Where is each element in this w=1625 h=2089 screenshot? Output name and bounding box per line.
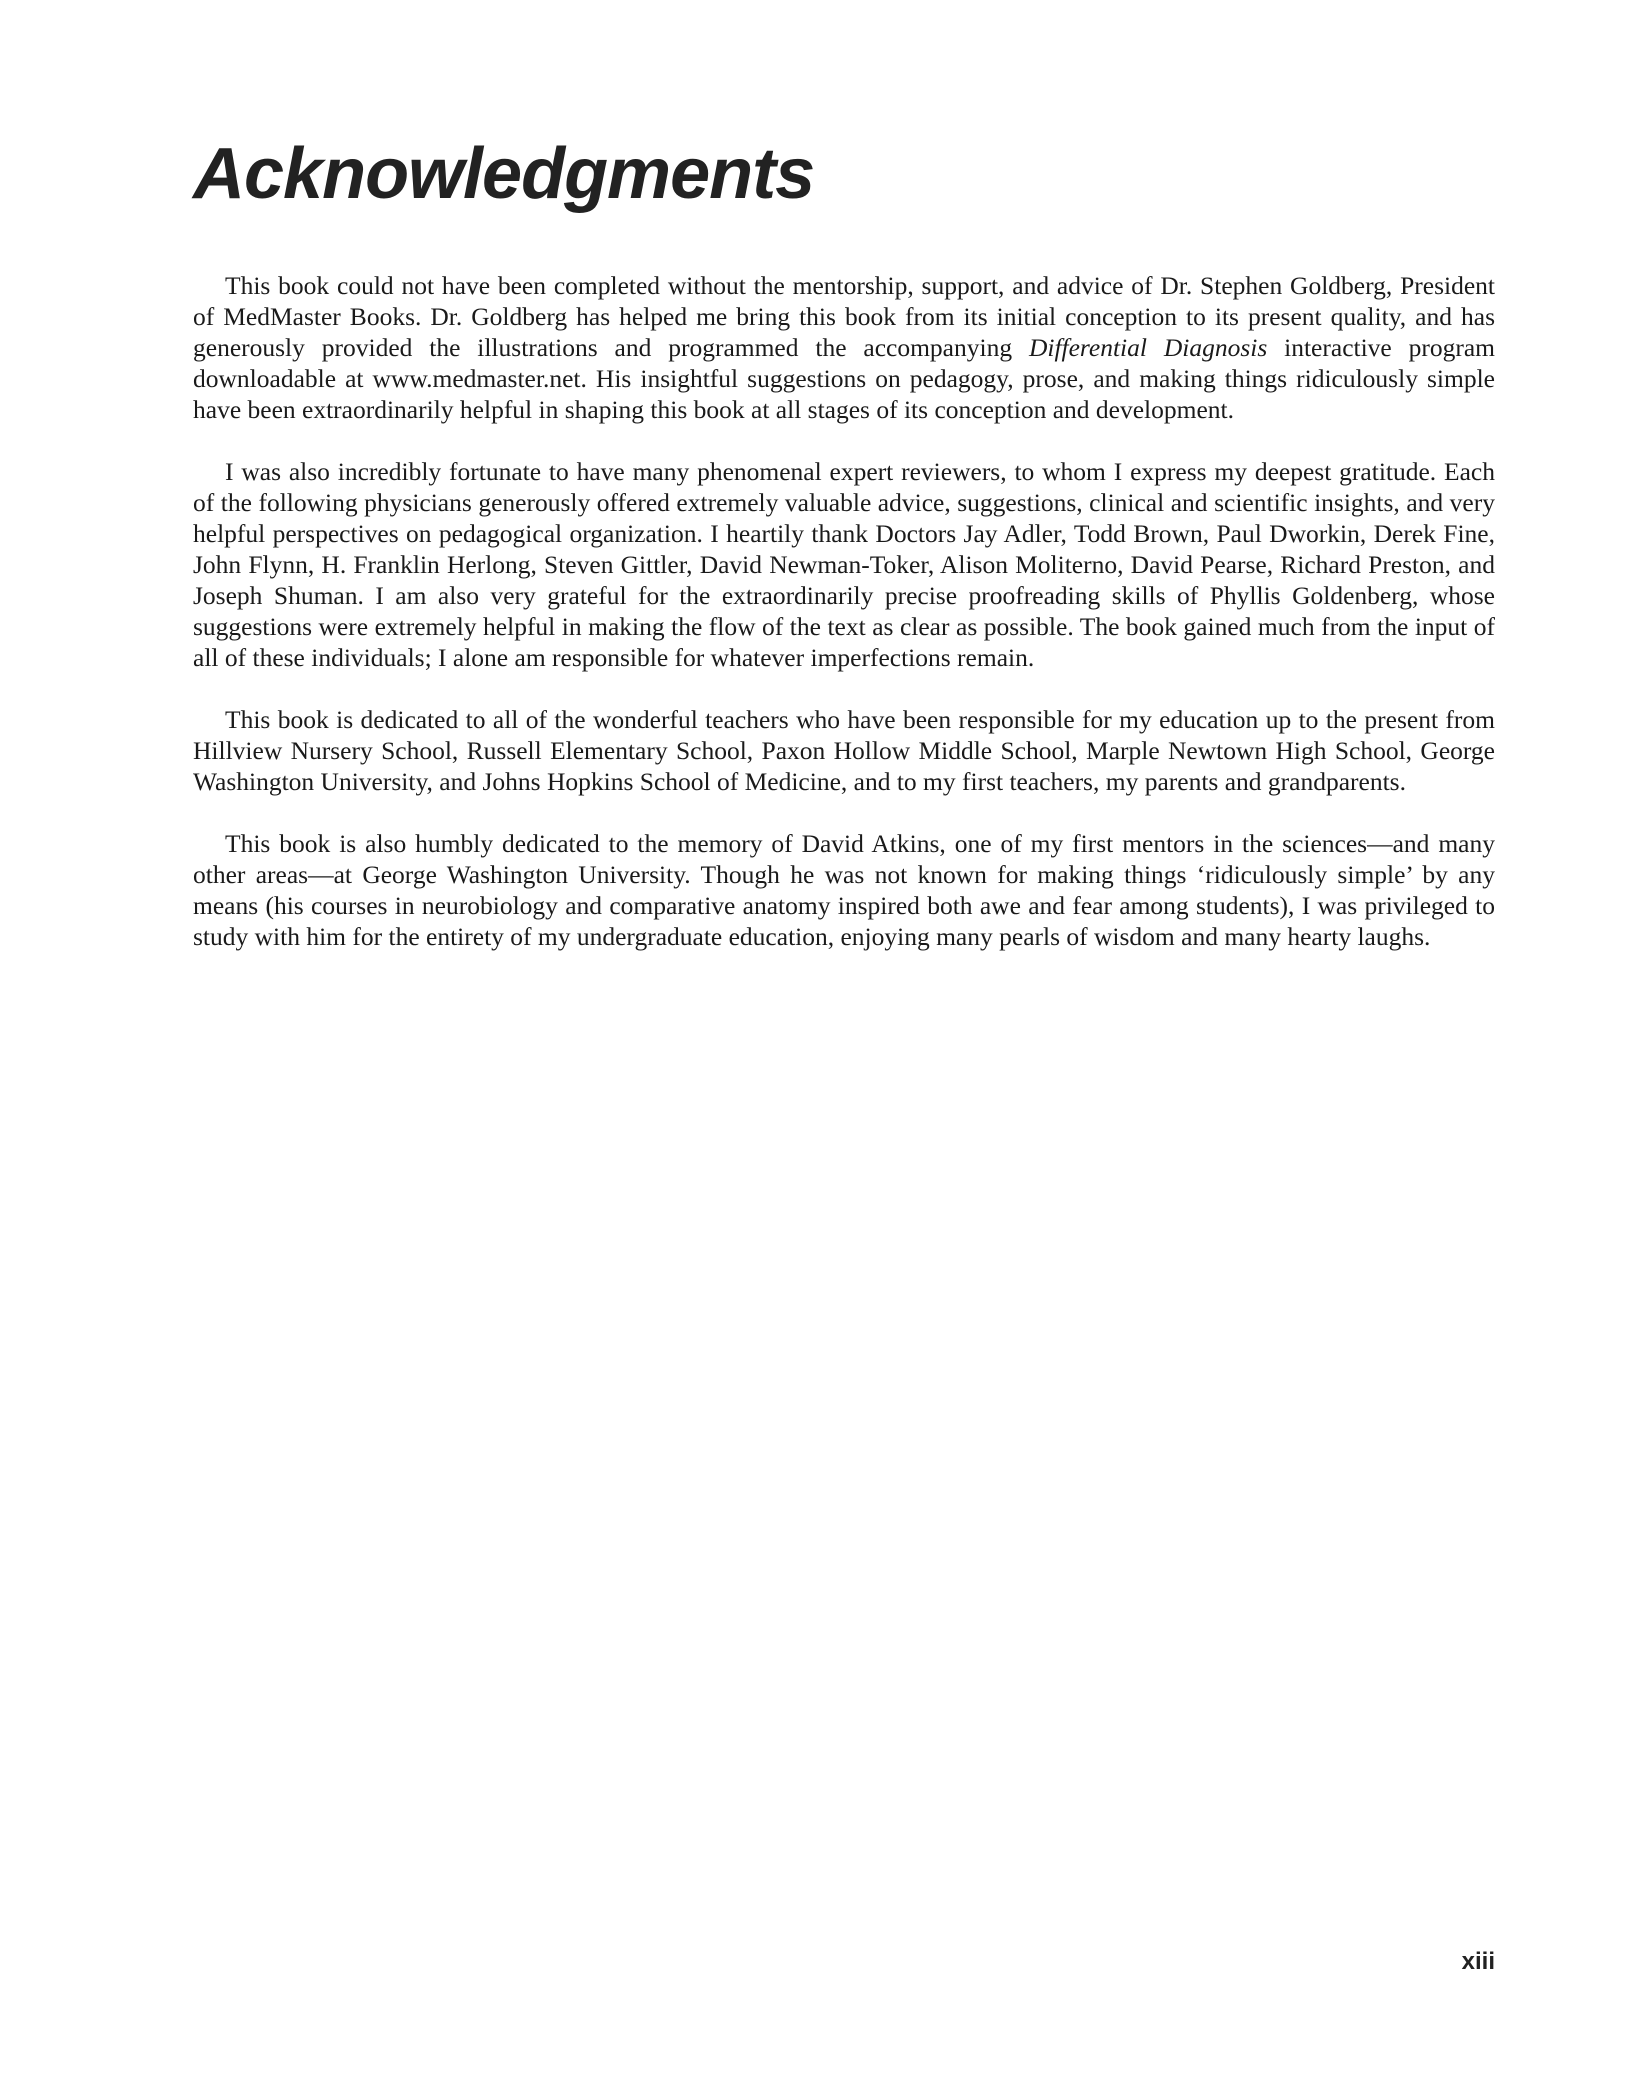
program-title: Differential Diagnosis bbox=[1028, 333, 1268, 362]
paragraph-reviewers: I was also incredibly fortunate to have many phenomenal expert reviewers, to whom I express my deepest gratitude. Each of the following physicians generously offered extremely valuable advice, suggestions, clinical and scientific insights, and very helpful perspectives on pedagogical organization. I heartily thank Doctors Jay Adler, Todd Brown, Paul Dworkin, Derek Fine, John Flynn, H. Franklin Herlong, Steven Gittler, David Newman-Toker, Alison Moliterno, David Pearse, Richard Preston, and Joseph Shuman. I am also very grateful for the extraordinarily precise proofreading skills of Phyllis Goldenberg, whose suggestions were extremely helpful in making the flow of the text as clear as possible. The book gained much from the input of all of these individuals; I alone am responsible for whatever imperfections remain. bbox=[193, 457, 1495, 672]
page-number: xiii bbox=[1461, 1948, 1495, 1975]
paragraph-text: This book could not have been completed without the mentorship, support, and advice of Dr. Stephen Goldberg, President of MedMaster Books. Dr. Goldberg has helped me bring this book from its initial conception to its present quality, and has generously provided the illustrations and programmed the accompanying bbox=[193, 271, 1495, 362]
paragraph-memorial-dedication: This book is also humbly dedicated to the memory of David Atkins, one of my first mentors in the sciences—and many other areas—at George Washington University. Though he was not known for making things ‘ridiculously simple’ by any means (his courses in neurobiology and comparative anatomy inspired both awe and fear among students), I was privileged to study with him for the entirety of my undergraduate education, enjoying many pearls of wisdom and many hearty laughs. bbox=[193, 829, 1495, 951]
paragraph-text: interactive program downloadable at www.medmaster.net. His insightful suggestions on pedagogy, prose, and making things ridiculously simple have been extraordinarily helpful in shaping this book at all stages of its conception and development. bbox=[193, 333, 1495, 424]
acknowledgments-body bbox=[193, 270, 1495, 983]
page-title: Acknowledgments bbox=[193, 134, 815, 214]
paragraph-mentorship bbox=[193, 270, 1495, 425]
paragraph-teachers-dedication: This book is dedicated to all of the wonderful teachers who have been responsible for my education up to the present from Hillview Nursery School, Russell Elementary School, Paxon Hollow Middle School, Marple Newtown High School, George Washington University, and Johns Hopkins School of Medicine, and to my first teachers, my parents and grandparents. bbox=[193, 705, 1495, 796]
